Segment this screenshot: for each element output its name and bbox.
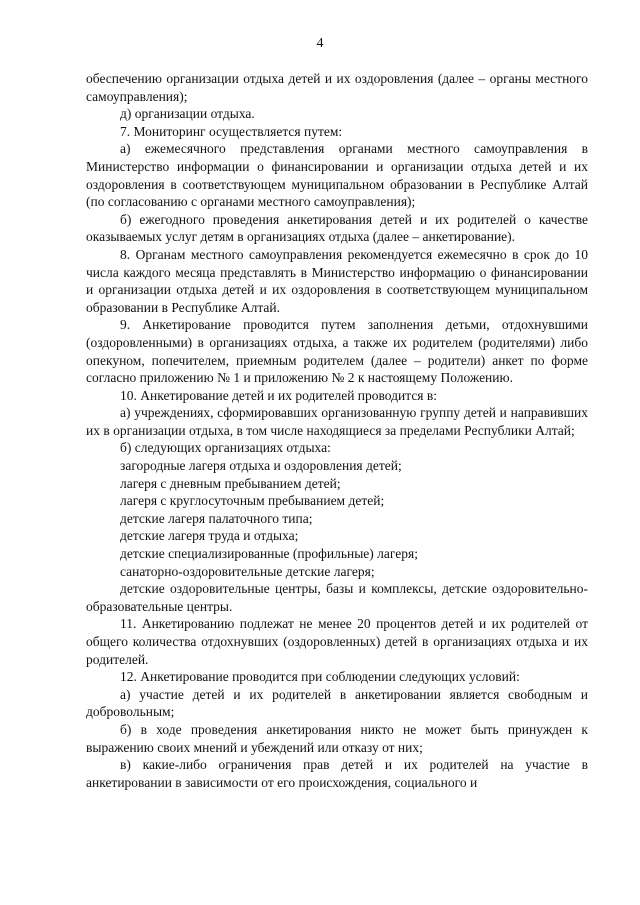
paragraph: а) участие детей и их родителей в анкетировании является свободным и добровольным;	[86, 686, 588, 720]
list-item: загородные лагеря отдыха и оздоровления детей;	[120, 458, 402, 474]
paragraph: б) следующих организациях отдыха:	[120, 440, 331, 456]
paragraph: 7. Мониторинг осуществляется путем:	[120, 123, 343, 139]
list-item: детские лагеря труда и отдыха;	[120, 528, 299, 544]
list-item: детские лагеря палаточного типа;	[120, 510, 313, 526]
paragraph: б) ежегодного проведения анкетирования детей и их родителей о качестве оказываемых услуг детям в организациях отдыха (далее – анкетирование).	[86, 211, 588, 245]
paragraph: 9. Анкетирование проводится путем заполнения детьми, отдохнувшими (оздоровленными) в организациях отдыха, а также их родителем (родителями) либо опекуном, попечителем, приемным родителем (далее – родители) анкет по форме согласно приложению № 1 и приложению № 2 к настоящему Положению.	[86, 317, 588, 386]
paragraph: 11. Анкетированию подлежат не менее 20 процентов детей и их родителей от общего количества отдохнувших (оздоровленных) детей в организациях отдыха и их родителей.	[86, 616, 588, 667]
paragraph-continuation: обеспечению организации отдыха детей и их оздоровления (далее – органы местного самоуправления);	[86, 71, 588, 104]
paragraph: в) какие-либо ограничения прав детей и их родителей на участие в анкетировании в зависимости от его происхождения, социального и	[86, 757, 588, 790]
list-item: лагеря с круглосуточным пребыванием детей;	[120, 493, 385, 509]
list-item: лагеря с дневным пребыванием детей;	[120, 475, 341, 491]
paragraph: 10. Анкетирование детей и их родителей проводится в:	[120, 387, 438, 403]
paragraph: а) ежемесячного представления органами местного самоуправления в Министерство информации о финансировании и организации отдыха детей и их оздоровления в соответствующем муниципальном образовании в Республике Алтай (по согласованию с органами местного самоуправления);	[86, 141, 588, 210]
list-item: санаторно-оздоровительные детские лагеря;	[120, 563, 375, 579]
paragraph: 12. Анкетирование проводится при соблюдении следующих условий:	[120, 669, 520, 685]
list-item: детские специализированные (профильные) лагеря;	[120, 546, 418, 562]
page-number: 4	[316, 36, 324, 51]
paragraph: а) учреждениях, сформировавших организованную группу детей и направивших их в организации отдыха, в том числе находящиеся за пределами Республики Алтай;	[86, 405, 588, 438]
paragraph: 8. Органам местного самоуправления рекомендуется ежемесячно в срок до 10 числа каждого месяца представлять в Министерство информацию о финансировании и организации отдыха детей и их оздоровления в соответствующем муниципальном образовании в Республике Алтай.	[86, 246, 588, 315]
paragraph: д) организации отдыха.	[120, 106, 255, 122]
document-body	[86, 70, 588, 791]
paragraph: б) в ходе проведения анкетирования никто не может быть принужден к выражению своих мнений и убеждений или отказу от них;	[86, 721, 588, 755]
list-item: детские оздоровительные центры, базы и комплексы, детские оздоровительно-образовательные центры.	[86, 581, 588, 614]
